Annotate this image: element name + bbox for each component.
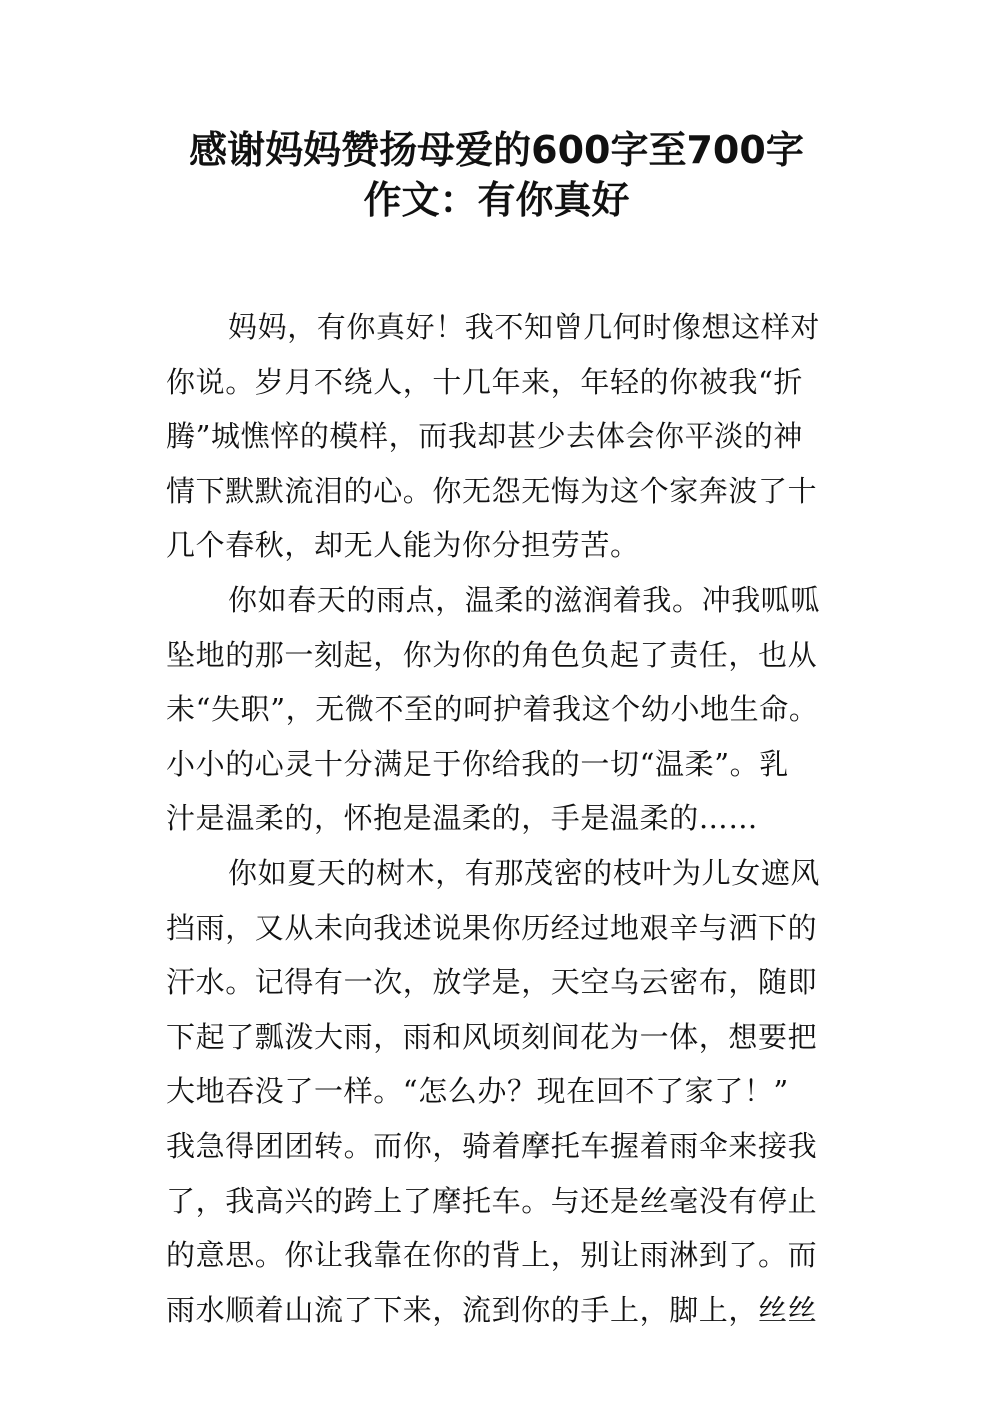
paragraph-2-line: 小小的心灵十分满足于你给我的一切“温柔”。乳 [166, 746, 789, 781]
paragraph-2-line: 坠地的那一刻起，你为你的角色负起了责任，也从 [166, 637, 818, 672]
paragraph-3-line: 挡雨，又从未向我述说果你历经过地艰辛与洒下的 [166, 910, 818, 945]
paragraph-2-line: 你如春天的雨点，温柔的滋润着我。冲我呱呱 [228, 582, 821, 617]
paragraph-1-line: 几个春秋，却无人能为你分担劳苦。 [166, 528, 640, 563]
paragraph-3-line: 了，我高兴的跨上了摩托车。与还是丝毫没有停止 [166, 1183, 818, 1218]
paragraph-3-line: 我急得团团转。而你，骑着摩托车握着雨伞来接我 [166, 1128, 818, 1163]
paragraph-3-line: 你如夏天的树木，有那茂密的枝叶为儿女遮风 [228, 855, 821, 890]
paragraph-3-line: 汗水。记得有一次，放学是，天空乌云密布，随即 [166, 965, 818, 1000]
paragraph-1-line: 你说。岁月不绕人，十几年来，年轻的你被我“折 [166, 364, 804, 399]
paragraph-3-line: 的意思。你让我靠在你的背上，别让雨淋到了。而 [166, 1238, 818, 1273]
paragraph-2-line: 未“失职”，无微不至的呵护着我这个幼小地生命。 [166, 692, 819, 727]
paragraph-2-line: 汁是温柔的，怀抱是温柔的，手是温柔的…… [166, 801, 759, 836]
paragraph-3-line: 雨水顺着山流了下来，流到你的手上，脚上，丝丝 [166, 1292, 818, 1327]
document-title-line-1: 感谢妈妈赞扬母爱的600字至700字 [189, 128, 804, 172]
paragraph-1-line: 妈妈，有你真好！我不知曾几何时像想这样对 [228, 310, 821, 344]
document-title-line-2: 作文：有你真好 [363, 178, 630, 222]
paragraph-3-line: 下起了瓢泼大雨，雨和风顷刻间花为一体，想要把 [166, 1019, 818, 1054]
paragraph-3-line: 大地吞没了一样。“怎么办？现在回不了家了！” [166, 1074, 789, 1109]
paragraph-1-line: 腾”城憔悴的模样，而我却甚少去体会你平淡的神 [166, 419, 804, 454]
document-body [166, 300, 828, 1337]
paragraph-1-line: 情下默默流泪的心。你无怨无悔为这个家奔波了十 [166, 473, 818, 508]
